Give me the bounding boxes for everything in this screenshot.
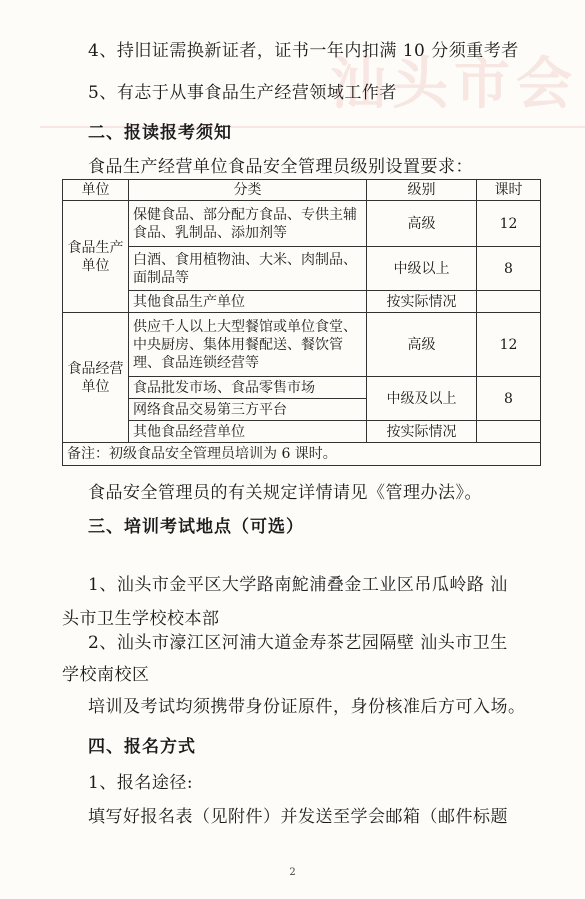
unit-production: 食品生产单位: [63, 201, 129, 313]
section-4-heading: 四、报名方式: [88, 737, 196, 757]
location-2-line-1: 2、汕头市濠江区河浦大道金寿茶艺园隔壁 汕头市卫生: [88, 633, 508, 653]
category-cell: 保健食品、部分配方食品、专供主辅食品、乳制品、添加剂等: [129, 201, 367, 247]
page-number: 2: [289, 867, 296, 878]
unit-business: 食品经营单位: [63, 313, 129, 443]
hours-cell: [477, 291, 541, 313]
category-cell: 网络食品交易第三方平台: [129, 399, 367, 421]
header-category: 分类: [129, 180, 367, 201]
level-cell: 按实际情况: [367, 421, 477, 443]
category-cell: 白酒、食用植物油、大米、肉制品、面制品等: [129, 247, 367, 291]
table-row: [63, 291, 541, 313]
level-cell: 高级: [367, 313, 477, 377]
location-1-line-2: 头市卫生学校校本部: [62, 609, 220, 629]
hours-cell: 12: [477, 201, 541, 247]
level-cell: 中级及以上: [367, 377, 477, 421]
level-cell: 按实际情况: [367, 291, 477, 313]
level-cell: 中级以上: [367, 247, 477, 291]
hours-cell: 8: [477, 247, 541, 291]
header-hours: 课时: [477, 180, 541, 201]
item-5: 5、有志于从事食品生产经营领域工作者: [88, 83, 397, 103]
after-table-text: 食品安全管理员的有关规定详情请见《管理办法》。: [88, 483, 482, 503]
level-cell: 高级: [367, 201, 477, 247]
table-row: [63, 313, 541, 377]
hours-cell: [477, 421, 541, 443]
header-level: 级别: [367, 180, 477, 201]
table-row: [63, 247, 541, 291]
level-requirements-table: [62, 179, 541, 466]
section-3-heading: 三、培训考试地点（可选）: [88, 517, 304, 537]
registration-text: 填写好报名表（见附件）并发送至学会邮箱（邮件标题: [88, 807, 508, 827]
location-2-line-2: 学校南校区: [62, 665, 150, 685]
watermark: 汕头市会: [330, 52, 578, 117]
hours-cell: 8: [477, 377, 541, 421]
table-row: [63, 377, 541, 399]
category-cell: 食品批发市场、食品零售市场: [129, 377, 367, 399]
item-4: 4、持旧证需换新证者，证书一年内扣满 10 分须重考者: [88, 41, 519, 61]
registration-channel: 1、报名途径:: [88, 773, 194, 793]
category-cell: 其他食品生产单位: [129, 291, 367, 313]
category-cell: 其他食品经营单位: [129, 421, 367, 443]
table-note-row: [63, 443, 541, 466]
table-row: [63, 201, 541, 247]
header-unit: 单位: [63, 180, 129, 201]
table-intro: 食品生产经营单位食品安全管理员级别设置要求：: [88, 157, 473, 177]
id-requirement: 培训及考试均须携带身份证原件，身份核准后方可入场。: [88, 697, 526, 717]
table-note: 备注：初级食品安全管理员培训为 6 课时。: [63, 443, 541, 466]
category-cell: 供应千人以上大型餐馆或单位食堂、中央厨房、集体用餐配送、餐饮管理、食品连锁经营等: [129, 313, 367, 377]
location-1-line-1: 1、汕头市金平区大学路南鮀浦叠金工业区吊瓜岭路 汕: [88, 575, 508, 595]
section-2-heading: 二、报读报考须知: [88, 123, 232, 143]
table-row: [63, 421, 541, 443]
hours-cell: 12: [477, 313, 541, 377]
table-header-row: [63, 180, 541, 201]
